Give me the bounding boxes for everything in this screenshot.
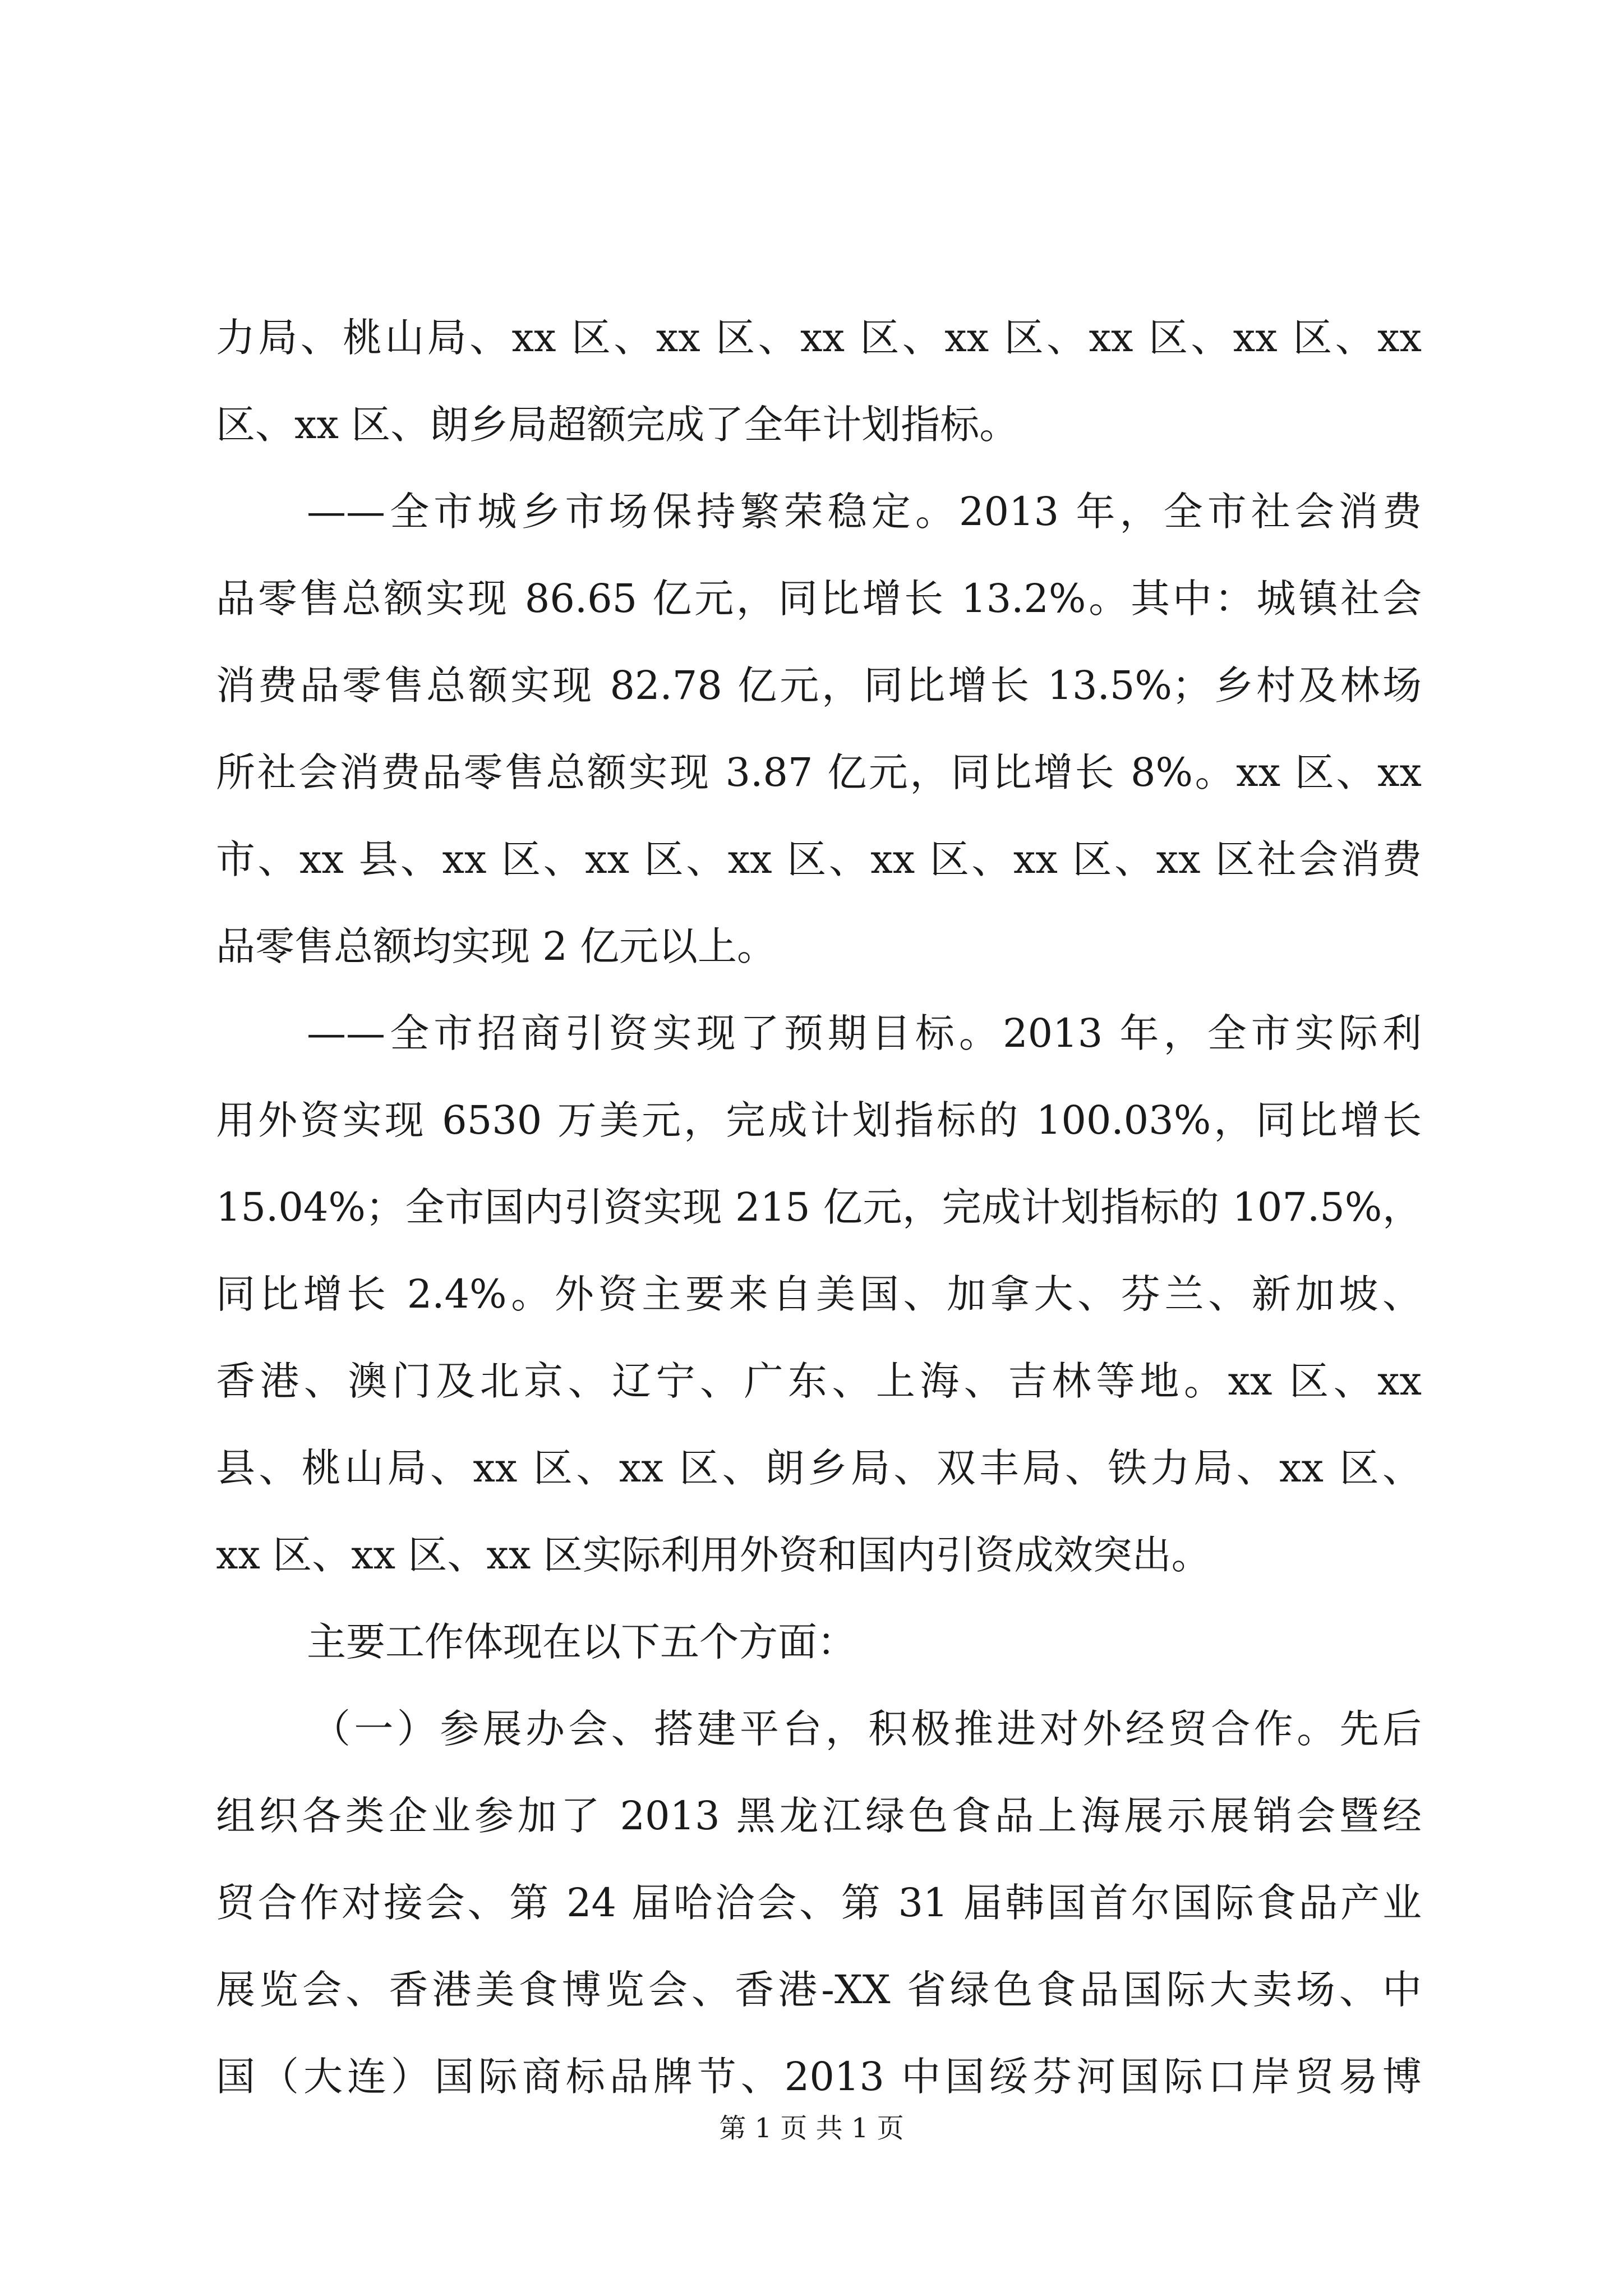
text-line: 展览会、香港美食博览会、香港-XX 省绿色食品国际大卖场、中: [216, 1967, 1422, 2013]
text-line: 消费品零售总额实现 82.78 亿元，同比增长 13.5%；乡村及林场: [216, 662, 1422, 708]
paragraph-start-line: ——全市招商引资实现了预期目标。2013 年，全市实际利: [307, 1010, 1422, 1056]
text-line: 香港、澳门及北京、辽宁、广东、上海、吉林等地。xx 区、xx: [216, 1358, 1422, 1404]
text-line: xx 区、xx 区、xx 区实际利用外资和国内引资成效突出。: [216, 1532, 1211, 1578]
text-line: 用外资实现 6530 万美元，完成计划指标的 100.03%，同比增长: [216, 1097, 1422, 1143]
paragraph-start-line: （一）参展办会、搭建平台，积极推进对外经贸合作。先后: [311, 1706, 1422, 1752]
text-line: 15.04%；全市国内引资实现 215 亿元，完成计划指标的 107.5%，: [216, 1184, 1422, 1230]
text-line: 贸合作对接会、第 24 届哈洽会、第 31 届韩国首尔国际食品产业: [216, 1880, 1422, 1926]
text-line: 组织各类企业参加了 2013 黑龙江绿色食品上海展示展销会暨经: [216, 1793, 1422, 1839]
text-line: 国（大连）国际商标品牌节、2013 中国绥芬河国际口岸贸易博: [216, 2054, 1422, 2100]
document-body: [216, 295, 1422, 2120]
paragraph-start-line: 主要工作体现在以下五个方面：: [307, 1619, 856, 1665]
page-number-footer: 第 1 页 共 1 页: [719, 2113, 904, 2144]
text-line: 同比增长 2.4%。外资主要来自美国、加拿大、芬兰、新加坡、: [216, 1271, 1422, 1317]
text-line: 区、xx 区、朗乡局超额完成了全年计划指标。: [216, 402, 1019, 448]
paragraph-start-line: ——全市城乡市场保持繁荣稳定。2013 年，全市社会消费: [307, 489, 1422, 535]
text-line: 品零售总额实现 86.65 亿元，同比增长 13.2%。其中：城镇社会: [216, 576, 1422, 622]
text-line: 市、xx 县、xx 区、xx 区、xx 区、xx 区、xx 区、xx 区社会消费: [216, 836, 1422, 882]
text-line: 品零售总额均实现 2 亿元以上。: [216, 923, 777, 969]
text-line: 力局、桃山局、xx 区、xx 区、xx 区、xx 区、xx 区、xx 区、xx: [216, 315, 1422, 361]
text-line: 所社会消费品零售总额实现 3.87 亿元，同比增长 8%。xx 区、xx: [216, 749, 1422, 795]
text-line: 县、桃山局、xx 区、xx 区、朗乡局、双丰局、铁力局、xx 区、: [216, 1445, 1422, 1491]
